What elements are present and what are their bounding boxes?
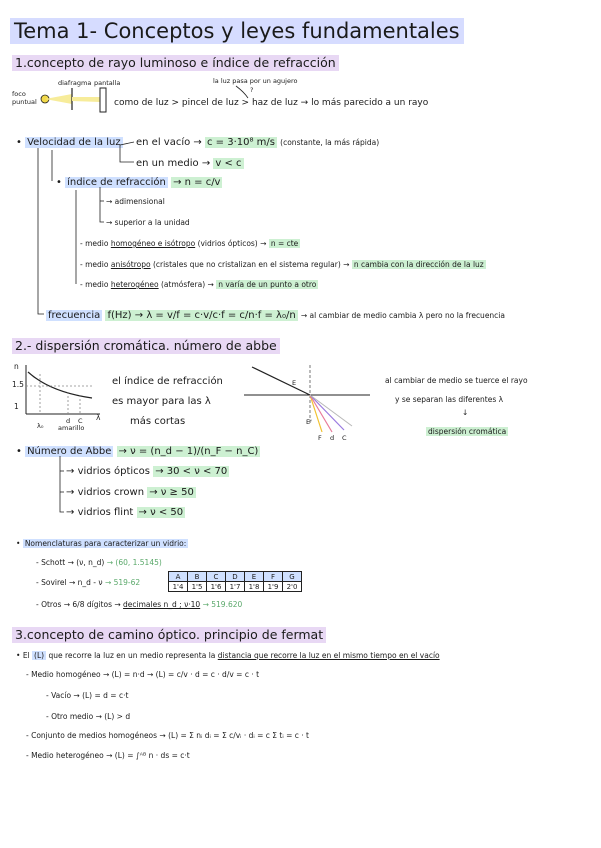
vacio-formula: - Vacío → (L) = d = c·t bbox=[46, 691, 129, 700]
section1-heading: 1.concepto de rayo luminoso e índice de refracción bbox=[12, 55, 339, 71]
frecuencia-note: → al cambiar de medio cambia λ pero no la frecuencia bbox=[300, 311, 505, 320]
ray-diagram bbox=[41, 86, 248, 112]
sovirel-row: - Sovirel → n_d - ν → 519-62 bbox=[36, 578, 141, 587]
abbe-item-3: → vidrios flint → ν < 50 bbox=[66, 507, 184, 518]
dispersion-line-2: es mayor para las λ bbox=[112, 396, 211, 407]
table-head-g: G bbox=[283, 572, 302, 582]
otros-row: - Otros → 6/8 dígitos → decimales n_d ; ν·10 → 519.620 bbox=[36, 600, 243, 609]
graph-y-top: n bbox=[14, 362, 19, 371]
table-head-b: B bbox=[188, 572, 207, 582]
heterogeneo-value: n varía de un punto a otro bbox=[218, 280, 317, 289]
table-val-d: 1'7 bbox=[226, 582, 245, 592]
dispersion-curve bbox=[28, 372, 92, 398]
note-arrow bbox=[236, 86, 248, 98]
diafragma-label: diafragma bbox=[58, 79, 92, 87]
foco-label: foco puntual bbox=[12, 90, 37, 106]
light-beam bbox=[72, 97, 100, 102]
velocidad-row: • Velocidad de la luz bbox=[16, 137, 121, 148]
superior-unidad: → superior a la unidad bbox=[106, 218, 190, 227]
table-head-f: F bbox=[264, 572, 283, 582]
table-head-c: C bbox=[207, 572, 226, 582]
abbe-item-1: → vidrios ópticos → 30 < ν < 70 bbox=[66, 466, 228, 477]
vacio-value: c = 3·10⁸ m/s bbox=[206, 137, 275, 148]
refraction-diagram bbox=[244, 365, 370, 432]
table-val-g: 2'0 bbox=[283, 582, 302, 592]
dispersion-line-1: el índice de refracción bbox=[112, 376, 223, 387]
heterogeneo-formula: - Medio heterogéneo → (L) = ∫ᴬᴮ n · ds = c·t bbox=[26, 751, 190, 760]
dispersion-line-3: más cortas bbox=[130, 416, 186, 427]
pantalla-label: pantalla bbox=[94, 79, 121, 87]
velocidad-label: Velocidad de la luz bbox=[27, 137, 121, 148]
vacio-note: (constante, la más rápida) bbox=[280, 138, 380, 147]
abbe-label: Número de Abbe bbox=[27, 446, 112, 457]
prism-label-e-prime: E' bbox=[306, 418, 312, 426]
table-head-a: A bbox=[169, 572, 188, 582]
medio-homogeneo-formula: - Medio homogéneo → (L) = n·d → (L) = c/v · d = c · d/v = c · t bbox=[26, 670, 260, 679]
medio-anisotropo-row: - medio anisótropo (cristales que no cristalizan en el sistema regular) → n cambia con la dirección de la luz bbox=[80, 260, 484, 269]
light-cone bbox=[45, 94, 72, 104]
table-val-c: 1'6 bbox=[207, 582, 226, 592]
indice-row: • índice de refracción → n = c/v bbox=[56, 177, 221, 188]
abbe-formula: → ν = (n_d − 1)/(n_F − n_C) bbox=[118, 446, 259, 457]
graph-y-low: 1 bbox=[14, 402, 19, 411]
table-val-b: 1'5 bbox=[188, 582, 207, 592]
right-line-2: y se separan las diferentes λ bbox=[395, 395, 504, 404]
section2-heading: 2.- dispersión cromática. número de abbe bbox=[12, 338, 280, 354]
graph-y-mid: 1.5 bbox=[12, 380, 24, 389]
right-arrow: ↓ bbox=[462, 408, 469, 417]
prism-label-f: F bbox=[318, 434, 322, 442]
table-head-d: D bbox=[226, 572, 245, 582]
abbe-tree bbox=[60, 456, 64, 512]
right-line-1: al cambiar de medio se tuerce el rayo bbox=[385, 376, 528, 385]
nomenclatura-row: • Nomenclaturas para caracterizar un vidrio: bbox=[16, 539, 187, 548]
page-title: Tema 1- Conceptos y leyes fundamentales bbox=[10, 18, 464, 44]
medio-heterogeneo-row: - medio heterogéneo (atmósfera) → n varía de un punto a otro bbox=[80, 280, 317, 289]
diagram-note-top: la luz pasa por un agujero bbox=[213, 77, 298, 85]
graph-x-tick-3: C bbox=[78, 417, 83, 425]
medio-homogeneo-row: - medio homogéneo e isótropo (vidrios ópticos) → n = cte bbox=[80, 239, 299, 248]
vacio-text: en el vacío → bbox=[136, 137, 202, 148]
graph-x-tick-1: λ₀ bbox=[37, 422, 44, 430]
graph-x-note: amarillo bbox=[58, 424, 85, 432]
graph-x-tick-2: d bbox=[66, 417, 71, 425]
abbe-row: • Número de Abbe → ν = (n_d − 1)/(n_F − n_C) bbox=[16, 446, 259, 457]
abbe-item-2: → vidrios crown → ν ≥ 50 bbox=[66, 487, 194, 498]
frecuencia-label: frecuencia bbox=[48, 310, 101, 321]
dispersion-graph bbox=[26, 365, 100, 414]
prism-label-d: d bbox=[330, 434, 335, 442]
prism-label-c: C bbox=[342, 434, 347, 442]
dispersion-result: dispersión cromática bbox=[428, 427, 507, 436]
camino-intro: • El (L) que recorre la luz en un medio representa la distancia que recorre la luz en el mismo tiempo en el vacío bbox=[16, 651, 440, 660]
pantalla-shape bbox=[100, 88, 106, 112]
section3-heading: 3.concepto de camino óptico. principio de fermat bbox=[12, 627, 326, 643]
table-val-a: 1'4 bbox=[169, 582, 188, 592]
otro-medio-formula: - Otro medio → (L) > d bbox=[46, 712, 131, 721]
homogeneo-value: n = cte bbox=[270, 239, 299, 248]
table-head-e: E bbox=[245, 572, 264, 582]
ray-grey bbox=[310, 395, 352, 426]
concept-tree bbox=[38, 142, 134, 314]
schott-row: - Schott → (ν, n_d) → (60, 1.5145) bbox=[36, 558, 162, 567]
medio-text: en un medio → bbox=[136, 158, 211, 169]
indice-label: índice de refracción bbox=[67, 177, 166, 188]
adimensional: → adimensional bbox=[106, 197, 165, 206]
indice-formula: → n = c/v bbox=[173, 177, 221, 188]
diagram-question-mark: ? bbox=[250, 86, 254, 94]
prism-label-e: E bbox=[292, 379, 297, 387]
anisotropo-value: n cambia con la dirección de la luz bbox=[353, 260, 484, 269]
nomenclatura-label: Nomenclaturas para caracterizar un vidrio: bbox=[24, 539, 187, 548]
table-val-e: 1'8 bbox=[245, 582, 264, 592]
conjunto-formula: - Conjunto de medios homogéneos → (L) = Σ nᵢ dᵢ = Σ c/vᵢ · dᵢ = c Σ tᵢ = c · t bbox=[26, 731, 309, 740]
medio-value: v < c bbox=[215, 158, 242, 169]
graph-x-label: λ bbox=[96, 413, 101, 422]
light-sequence: como de luz > pincel de luz > haz de luz → lo más parecido a un rayo bbox=[114, 98, 429, 108]
incident-ray bbox=[252, 367, 310, 395]
table-val-f: 1'9 bbox=[264, 582, 283, 592]
frecuencia-formula: f(Hz) → λ = v/f = c·v/c·f = c/n·f = λ₀/n bbox=[107, 310, 296, 321]
